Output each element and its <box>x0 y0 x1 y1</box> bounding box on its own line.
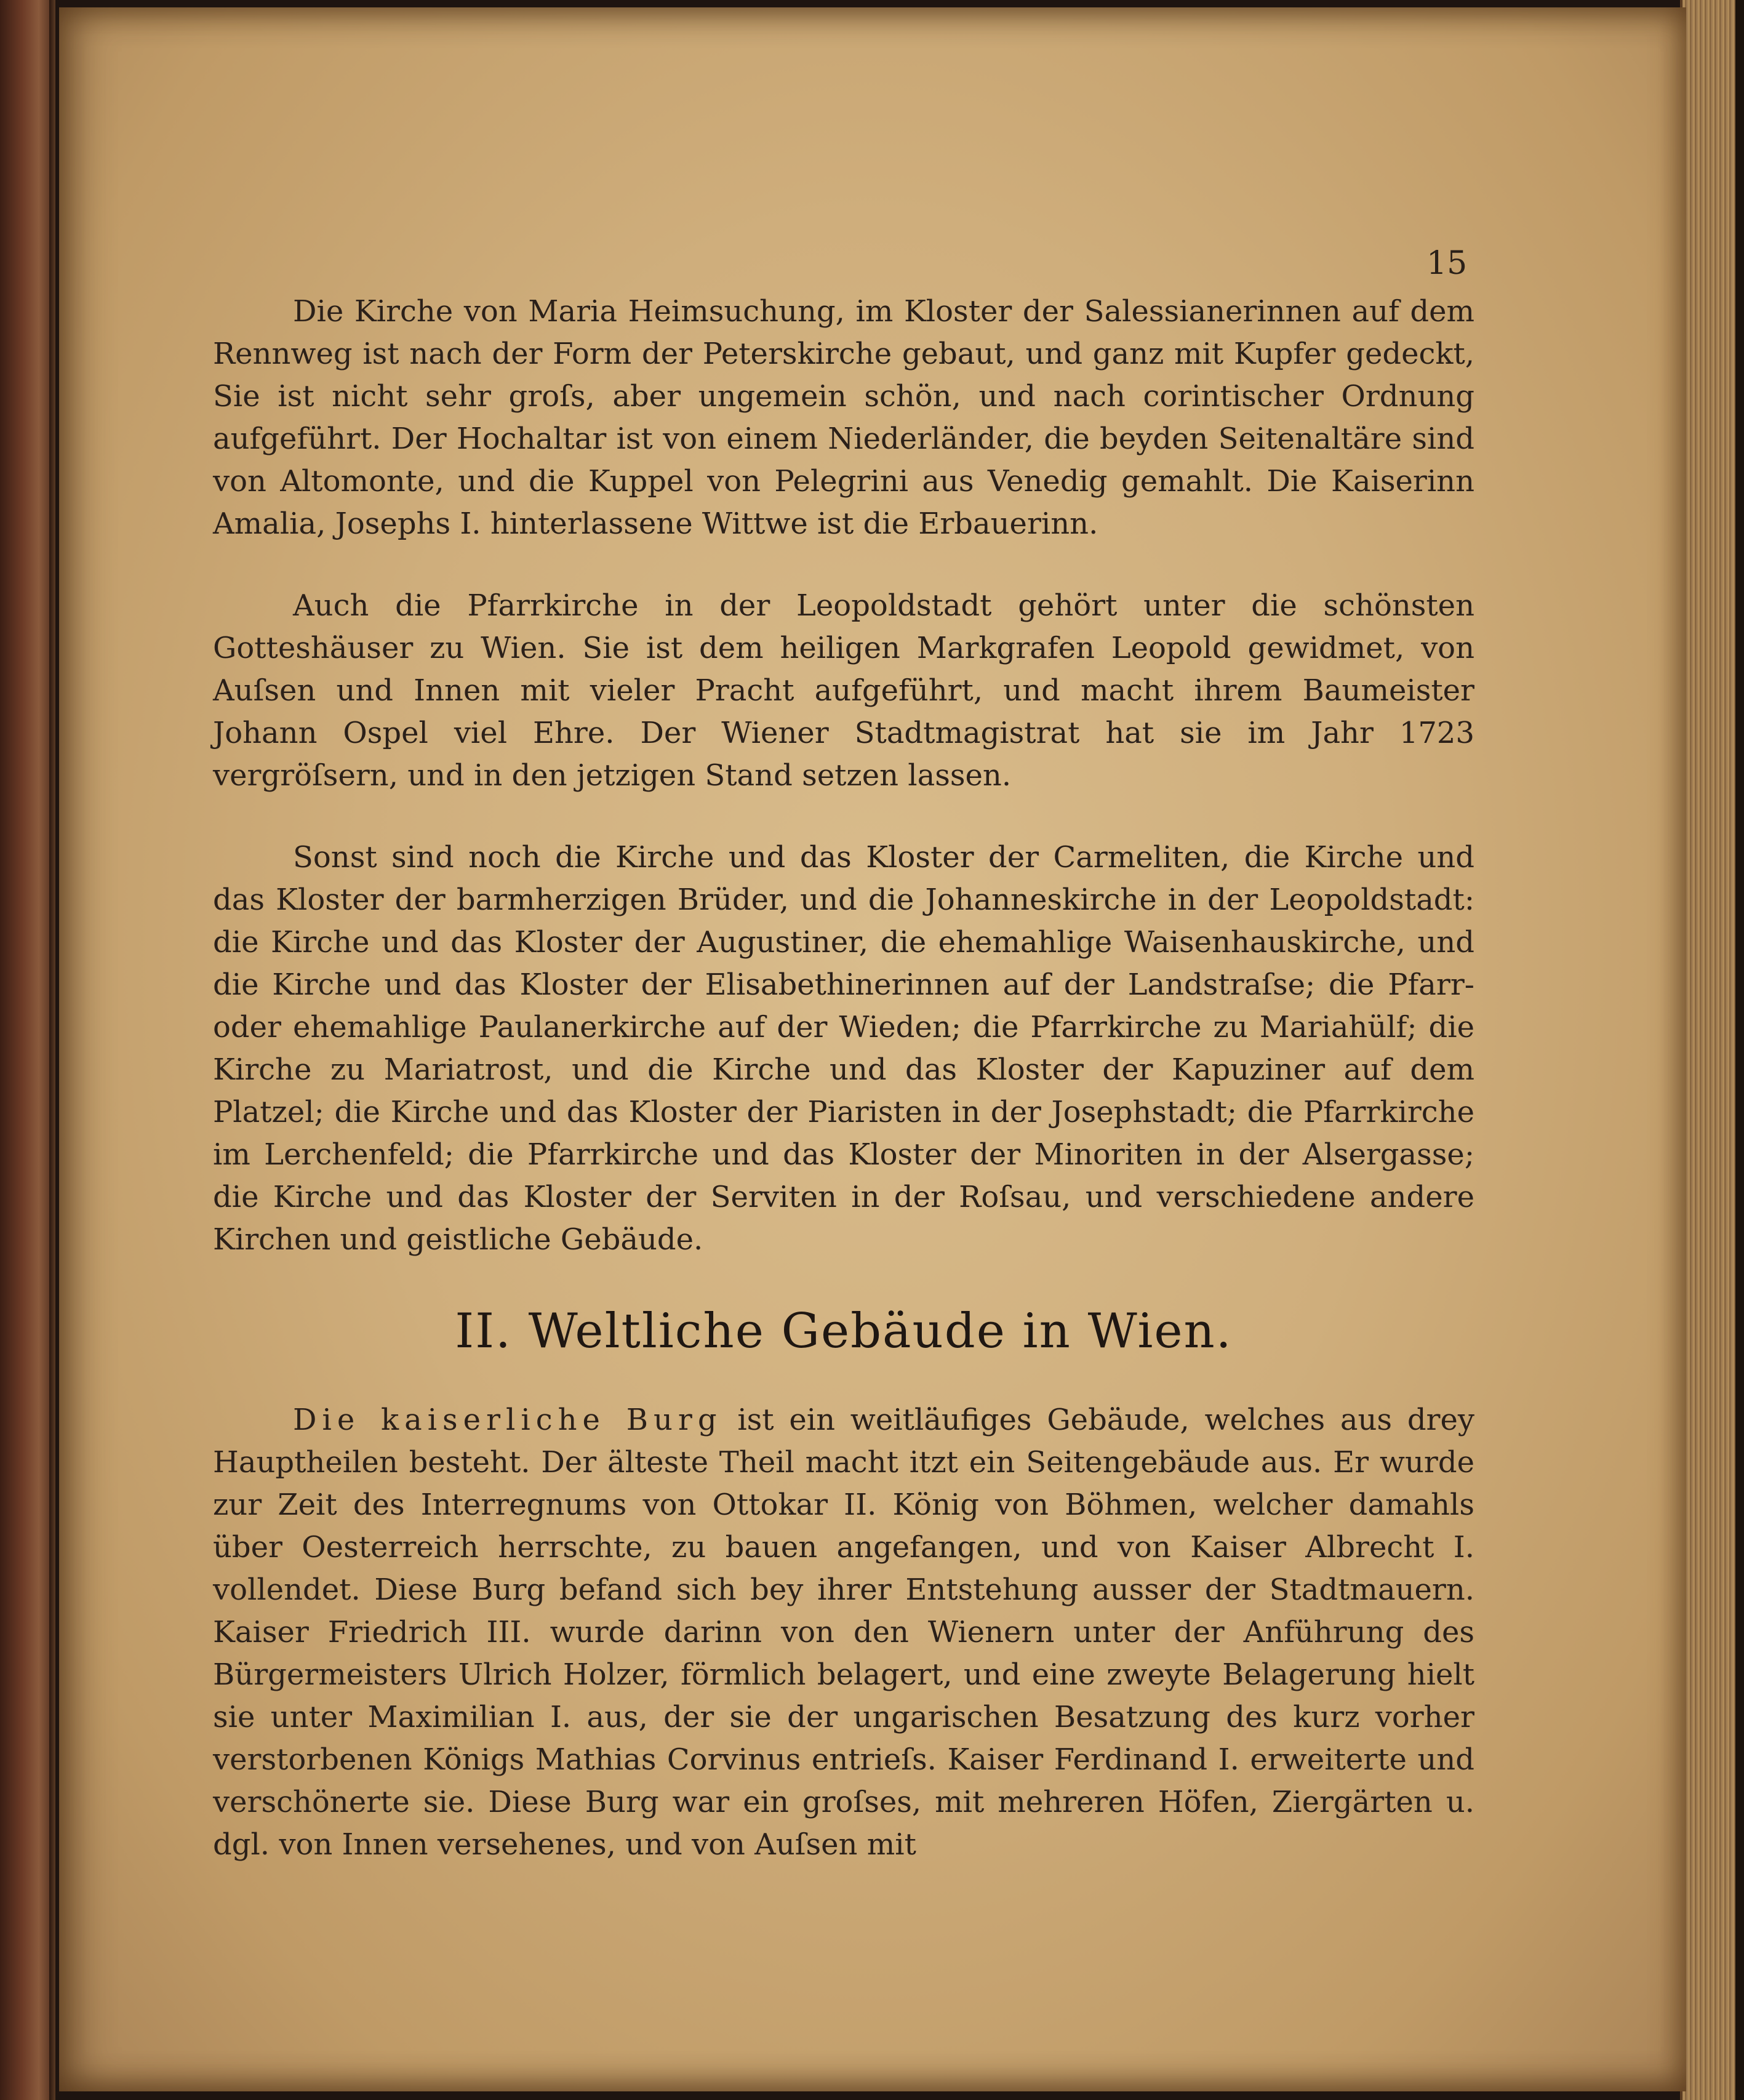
paragraph-leopoldstadt: Auch die Pfarrkirche in der Leopoldstadt gehört unter die schönsten Gotteshäuser zu Wien. Sie ist dem heiligen Markgrafen Leopold gewidmet, von Auſsen und Innen mit vieler Pracht aufgeführt, und macht ihrem Baumeister Johann Ospel viel Ehre. Der Wiener Stadtmagistrat hat sie im Jahr 1723 vergröſsern, und in den jetzigen Stand setzen lassen. <box>213 588 1474 793</box>
paragraph-other-churches: Sonst sind noch die Kirche und das Kloster der Carmeliten, die Kirche und das Kloster der barmherzigen Brüder, und die Johanneskirche in der Leopoldstadt: die Kirche und das Kloster der Augustiner, die ehemahlige Waisenhauskirche, und die Kirche und das Kloster der Elisabethinerinnen auf der Landstraſse; die Pfarr-oder ehemahlige Paulanerkirche auf der Wieden; die Pfarrkirche zu Mariahülf; die Kirche zu Mariatrost, und die Kirche und das Kloster der Kapuziner auf dem Platzel; die Kirche und das Kloster der Piaristen in der Josephstadt; die Pfarrkirche im Lerchenfeld; die Pfarrkirche und das Kloster der Minoriten in der Alsergasse; die Kirche und das Kloster der Serviten in der Roſsau, und verschiedene andere Kirchen und geistliche Gebäude. <box>213 840 1474 1257</box>
book-page <box>59 7 1686 2091</box>
book-binding-edge <box>0 0 55 2100</box>
page-text <box>213 291 1474 1906</box>
spaced-emphasis: Die kaiserliche Burg <box>293 1403 722 1437</box>
paragraph-maria-heimsuchung: Die Kirche von Maria Heimsuchung, im Kloster der Salessianerinnen auf dem Rennweg ist nach der Form der Peterskirche gebaut, und ganz mit Kupfer gedeckt, Sie ist nicht sehr groſs, aber ungemein schön, und nach corintischer Ordnung aufgeführt. Der Hochaltar ist von einem Niederländer, die beyden Seitenaltäre sind von Altomonte, und die Kuppel von Pelegrini aus Venedig gemahlt. Die Kaiserinn Amalia, Josephs I. hinterlassene Wittwe ist die Erbauerinn. <box>213 294 1474 541</box>
page-number: 15 <box>1426 245 1468 282</box>
page-block-edges <box>1680 0 1744 2100</box>
section-heading: II. Weltliche Gebäude in Wien. <box>455 1304 1233 1359</box>
paragraph-kaiserliche-burg <box>213 1399 1474 1866</box>
paragraph-burg-rest: ist ein weitläufiges Gebäude, welches aus drey Hauptheilen besteht. Der älteste Theil macht itzt ein Seitengebäude aus. Er wurde zur Zeit des Interregnums von Ottokar II. König von Böhmen, welcher damahls über Oesterreich herrschte, zu bauen angefangen, und von Kaiser Albrecht I. vollendet. Diese Burg befand sich bey ihrer Entstehung ausser der Stadtmauern. Kaiser Friedrich III. wurde darinn von den Wienern unter der Anführung des Bürgermeisters Ulrich Holzer, förmlich belagert, und eine zweyte Belagerung hielt sie unter Maximilian I. aus, der sie der ungarischen Besatzung des kurz vorher verstorbenen Königs Mathias Corvinus entrieſs. Kaiser Ferdinand I. erweiterte und verschönerte sie. Diese Burg war ein groſses, mit mehreren Höfen, Ziergärten u. dgl. von Innen versehenes, und von Auſsen mit <box>213 1403 1475 1862</box>
